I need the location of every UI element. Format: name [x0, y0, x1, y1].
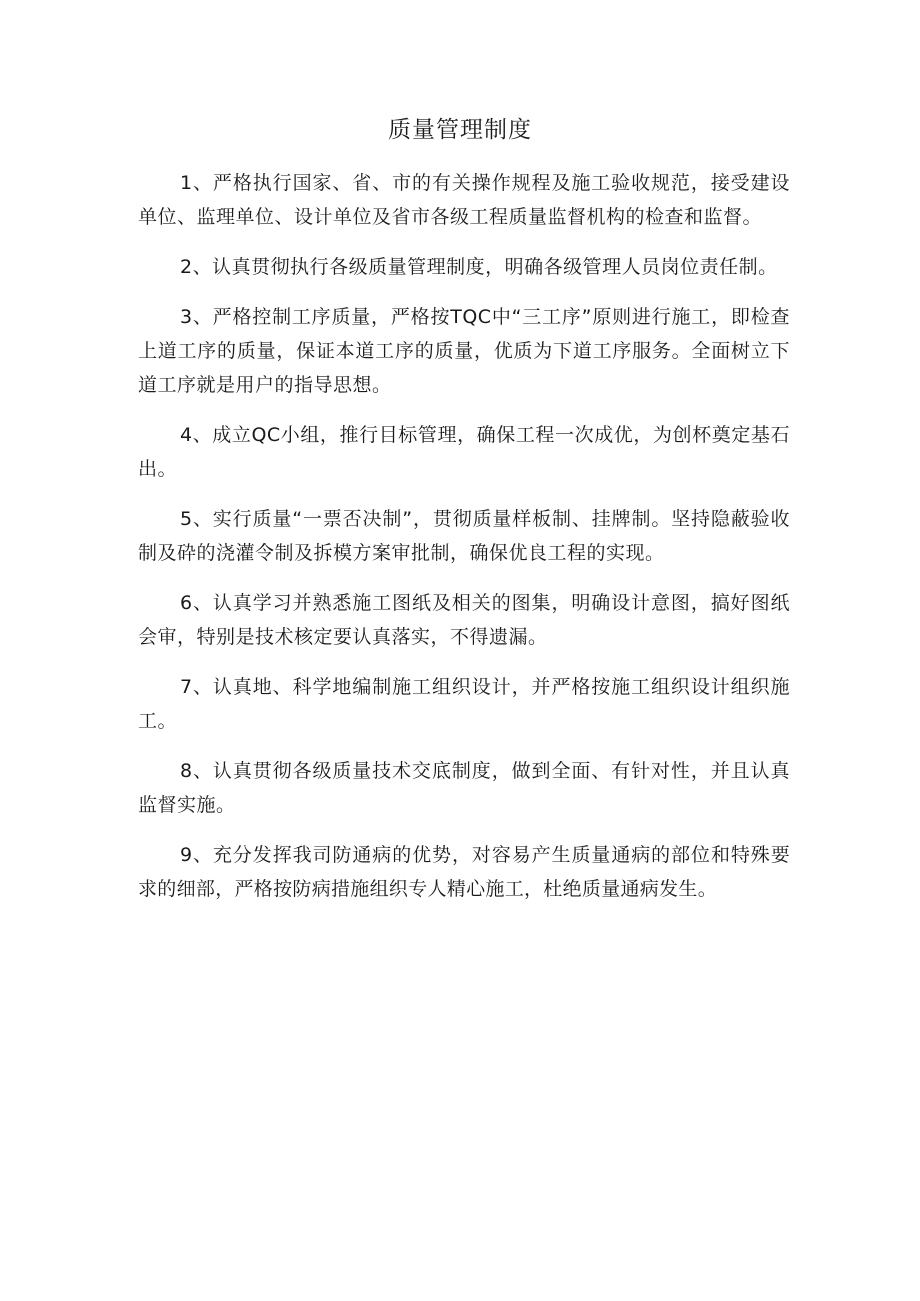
paragraph-1: 1、严格执行国家、省、市的有关操作规程及施工验收规范，接受建设单位、监理单位、设计单位及省市各级工程质量监督机构的检查和监督。	[138, 172, 790, 228]
paragraph-7: 7、认真地、科学地编制施工组织设计，并严格按施工组织设计组织施工。	[138, 676, 790, 732]
paragraph-4: 4、成立QC小组，推行目标管理，确保工程一次成优，为创杯奠定基石出。	[138, 424, 790, 480]
paragraph-9: 9、充分发挥我司防通病的优势，对容易产生质量通病的部位和特殊要求的细部，严格按防病措施组织专人精心施工，杜绝质量通病发生。	[138, 844, 790, 900]
paragraph-6: 6、认真学习并熟悉施工图纸及相关的图集，明确设计意图，搞好图纸会审，特别是技术核定要认真落实，不得遗漏。	[138, 592, 790, 648]
document-title: 质量管理制度	[388, 117, 532, 143]
paragraph-8: 8、认真贯彻各级质量技术交底制度，做到全面、有针对性，并且认真监督实施。	[138, 760, 790, 816]
document-body	[138, 166, 790, 922]
paragraph-5: 5、实行质量“一票否决制”，贯彻质量样板制、挂牌制。坚持隐蔽验收制及砕的浇灌令制及拆模方案审批制，确保优良工程的实现。	[138, 508, 790, 564]
paragraph-3: 3、严格控制工序质量，严格按TQC中“三工序”原则进行施工，即检查上道工序的质量，保证本道工序的质量，优质为下道工序服务。全面树立下道工序就是用户的指导思想。	[138, 306, 790, 396]
paragraph-2: 2、认真贯彻执行各级质量管理制度，明确各级管理人员岗位责任制。	[180, 256, 778, 278]
